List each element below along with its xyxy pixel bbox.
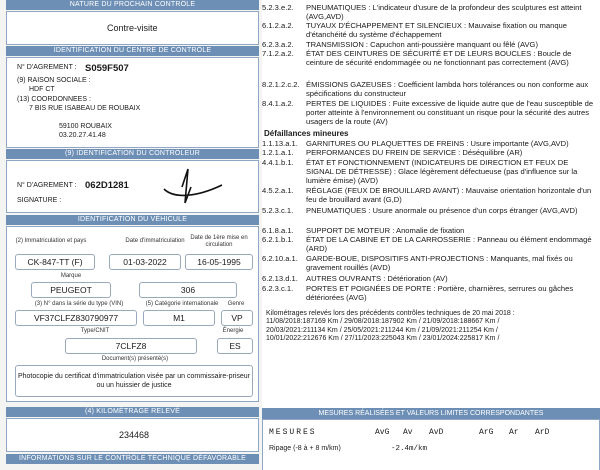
signature-label: SIGNATURE :	[17, 197, 62, 204]
defect-text: ÉTAT DE LA CABINE ET DE LA CARROSSERIE : Panneau ou élément endommagé (ARD)	[306, 235, 592, 253]
defect-code: 6.2.1.b.1.	[262, 235, 294, 244]
defect-item	[262, 158, 596, 185]
defect-item	[262, 235, 596, 253]
defect-text: ÉTAT ET FONCTIONNEMENT (INDICATEURS DE DIRECTION ET FEUX DE SIGNAL DE DÉTRESSE) : Glace légèrement défectueuse (pas d'influence sur la lumière émise) (AVD)	[306, 158, 578, 185]
defect-item	[262, 254, 596, 272]
categorie-field: M1	[143, 310, 215, 326]
centre-agrement-value: S059F507	[85, 63, 129, 74]
mesures-body	[262, 419, 600, 470]
raison-value: HDF CT	[29, 86, 55, 93]
defect-code: 6.2.3.c.1.	[262, 284, 294, 293]
defect-code: 1.1.13.a.1.	[262, 139, 298, 148]
defect-text: PNEUMATIQUES : L'indicateur d'usure de la profondeur des sculptures est atteint (AVG,AVD)	[306, 3, 582, 21]
col-ard: ArD	[535, 428, 550, 437]
immat-field: CK-847-TT (F)	[15, 254, 95, 270]
vin-label: (3) N° dans la série du type (VIN)	[34, 301, 124, 307]
controleur-agrement-value: 062D1281	[85, 180, 129, 191]
date-immat-label: Date d'immatriculation	[125, 238, 185, 244]
documents-field: Photocopie du certificat d'immatriculation visée par un commissaire-priseur ou un huissier de justice	[15, 365, 253, 397]
defect-code: 4.4.1.b.1.	[262, 158, 294, 167]
defect-code: 6.1.2.a.2.	[262, 21, 294, 30]
nature-box	[6, 11, 259, 45]
col-avg: AvG	[375, 428, 390, 437]
nature-header: NATURE DU PROCHAIN CONTRÔLE	[6, 0, 259, 10]
km-box	[6, 418, 259, 452]
modele-field: 306	[139, 282, 237, 298]
col-av: Av	[403, 428, 413, 437]
defect-code: 7.1.2.a.2.	[262, 49, 294, 58]
defect-text: TRANSMISSION : Capuchon anti-poussière manquant ou fêlé (AVG)	[306, 40, 538, 49]
defect-item	[262, 21, 596, 39]
defect-text: SUPPORT DE MOTEUR : Anomalie de fixation	[306, 226, 465, 235]
defect-text: PORTES ET POIGNÉES DE PORTE : Portière, charnières, serrures ou gâches détériorées (AVG)	[306, 284, 574, 302]
col-avd: AvD	[429, 428, 444, 437]
immat-label: (2) Immatriculation et pays	[15, 238, 87, 244]
defect-item	[262, 274, 596, 283]
defect-text: PERTES DE LIQUIDES : Fuite excessive de liquide autre que de l'eau susceptible de porter atteinte à l'environnement ou constituant un risque pour la sécurité des autres usagers de la route (AV)	[306, 99, 594, 126]
mesures-title: MESURES	[269, 428, 317, 437]
defect-text: ÉMISSIONS GAZEUSES : Coefficient lambda hors tolérances ou non conforme aux spécifications du constructeur	[306, 80, 589, 98]
defect-item	[262, 284, 596, 302]
address-line-2: 59100 ROUBAIX	[59, 123, 112, 130]
mesures-header: MESURES RÉALISÉES ET VALEURS LIMITES CORRESPONDANTES	[262, 408, 600, 419]
ripage-label: Ripage (-8 à + 8 m/km)	[269, 445, 341, 452]
address-line-1: 7 BIS RUE ISABEAU DE ROUBAIX	[29, 105, 141, 112]
marque-label: Marque	[60, 273, 82, 279]
controleur-box	[6, 160, 259, 213]
controleur-agrement-label: N° D'AGREMENT :	[17, 182, 77, 189]
defect-code: 6.2.13.d.1.	[262, 274, 298, 283]
defect-item	[262, 99, 596, 126]
defect-code: 6.2.3.a.2.	[262, 40, 294, 49]
energie-field: ES	[217, 338, 253, 354]
km-history-line: 11/08/2018:187169 Km / 29/08/2018:187902 Km / 21/09/2018:188667 Km /	[266, 318, 500, 326]
typecnit-field: 7CLFZ8	[65, 338, 197, 354]
defect-item	[262, 80, 596, 98]
nature-value: Contre-visite	[107, 23, 158, 33]
date-circ-field: 16-05-1995	[185, 254, 253, 270]
defect-text: ÉTAT DES CEINTURES DE SÉCURITÉ ET DE LEURS BOUCLES : Boucle de ceinture de sécurité endommagée ou ne fonctionnant pas correctement (AVG)	[306, 49, 572, 67]
defect-text: GARNITURES OU PLAQUETTES DE FREINS : Usure importante (AVG,AVD)	[306, 139, 569, 148]
defect-item	[262, 186, 596, 204]
date-circ-label: Date de 1ère mise en circulation	[190, 235, 248, 248]
defect-code: 8.2.1.2.c.2.	[262, 80, 300, 89]
ripage-value: -2.4m/km	[391, 445, 428, 453]
signature-mark	[152, 167, 232, 207]
documents-label: Document(s) présenté(s)	[101, 356, 169, 362]
controleur-header: (9) IDENTIFICATION DU CONTRÔLEUR	[6, 149, 259, 159]
raison-label: (9) RAISON SOCIALE :	[17, 77, 91, 84]
genre-field: VP	[221, 310, 253, 326]
mineures-title: Défaillances mineures	[264, 129, 349, 138]
defect-item	[262, 206, 596, 224]
defect-item	[262, 226, 596, 235]
defect-text: PNEUMATIQUES : Usure anormale ou présence d'un corps étranger (AVG,AVD)	[306, 206, 578, 215]
centre-header: IDENTIFICATION DU CENTRE DE CONTRÔLE	[6, 46, 259, 56]
defect-text: PERFORMANCES DU FREIN DE SERVICE : Déséquilibre (AR)	[306, 148, 523, 157]
centre-box	[6, 57, 259, 148]
defects-column	[262, 0, 600, 470]
col-ar: Ar	[509, 428, 519, 437]
footer-header: INFORMATIONS SUR LE CONTRÔLE TECHNIQUE DÉFAVORABLE	[6, 454, 259, 464]
defect-code: 5.2.3.c.1.	[262, 206, 294, 215]
defect-code: 5.2.3.e.2.	[262, 3, 294, 12]
marque-field: PEUGEOT	[31, 282, 111, 298]
vin-field: VF37CLFZ830790977	[15, 310, 137, 326]
km-history-line: 20/03/2021:211134 Km / 25/05/2021:211244 Km / 21/09/2021:211254 Km /	[266, 326, 498, 334]
defect-item	[262, 139, 596, 148]
defect-item	[262, 40, 596, 49]
genre-label: Genre	[227, 301, 245, 307]
defect-code: 1.2.1.a.1.	[262, 148, 294, 157]
defect-code: 8.4.1.a.2.	[262, 99, 294, 108]
vehicule-box	[6, 226, 259, 402]
date-immat-field: 01-03-2022	[109, 254, 181, 270]
col-arg: ArG	[479, 428, 494, 437]
defect-text: GARDE-BOUE, DISPOSITIFS ANTI-PROJECTIONS : Manquants, mal fixés ou gravement rouillés (AVD)	[306, 254, 573, 272]
defect-item	[262, 3, 596, 21]
defect-item	[262, 148, 596, 157]
vehicule-header: IDENTIFICATION DU VÉHICULE	[6, 215, 259, 225]
typecnit-label: Type/CNIT	[80, 328, 110, 334]
km-header: (4) KILOMÉTRAGE RELEVÉ	[6, 407, 259, 417]
defect-text: TUYAUX D'ÉCHAPPEMENT ET SILENCIEUX : Mauvaise fixation ou manque d'étanchéité du système d'échappement	[306, 21, 567, 39]
defect-code: 6.2.10.a.1.	[262, 254, 298, 263]
coordonnees-label: (13) COORDONNEES :	[17, 96, 91, 103]
defect-code: 4.5.2.a.1.	[262, 186, 294, 195]
energie-label: Énergie	[222, 328, 244, 334]
centre-agrement-label: N° D'AGREMENT :	[17, 64, 77, 71]
km-history-line: Kilométrages relevés lors des précédents contrôles techniques de 20 mai 2018 :	[266, 310, 515, 317]
km-history	[266, 310, 591, 343]
km-value: 234468	[119, 430, 150, 440]
defect-item	[262, 49, 596, 76]
phone-number: 03.20.27.41.48	[59, 132, 106, 139]
defect-text: RÉGLAGE (FEUX DE BROUILLARD AVANT) : Mauvaise orientation horizontale d'un feu de brouillard avant (G,D)	[306, 186, 592, 204]
categorie-label: (5) Catégorie internationale	[145, 301, 219, 307]
mesures-section	[262, 408, 600, 470]
km-history-line: 10/01/2022:212676 Km / 27/11/2023:225043 Km / 23/01/2024:225817 Km /	[266, 334, 500, 342]
left-column	[6, 0, 259, 470]
defect-text: AUTRES OUVRANTS : Détérioration (AV)	[306, 274, 448, 283]
defect-code: 6.1.8.a.1.	[262, 226, 294, 235]
